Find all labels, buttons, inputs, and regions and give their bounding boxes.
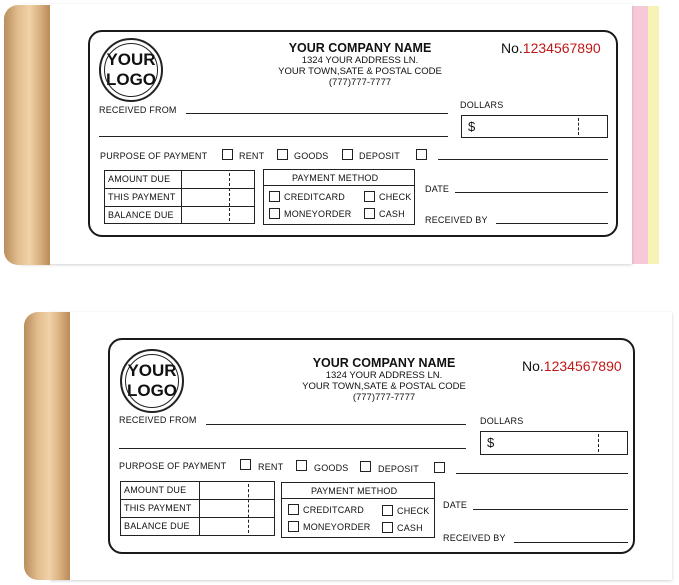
check-label: CHECK — [379, 192, 412, 202]
receipt-number-value: 1234567890 — [522, 40, 601, 56]
other-purpose-line[interactable] — [456, 473, 628, 474]
receipt-number-prefix: No. — [522, 358, 544, 374]
check-checkbox[interactable] — [382, 505, 393, 516]
amount-row-sep-1 — [121, 499, 274, 500]
receipt-book-bottom — [0, 300, 679, 585]
payment-method-sep — [282, 498, 434, 499]
date-label: DATE — [443, 500, 468, 510]
address-line-1: 1324 YOUR ADDRESS LN. — [301, 55, 419, 66]
rent-checkbox[interactable] — [240, 459, 251, 470]
company-header — [274, 356, 494, 403]
logo-line2: LOGO — [105, 70, 157, 89]
logo-placeholder — [120, 349, 184, 413]
received-by-label: RECEIVED BY — [443, 533, 506, 543]
check-label: CHECK — [397, 506, 430, 516]
amount-row-sep-2 — [121, 517, 274, 518]
amount-row-sep-2 — [105, 206, 254, 207]
cash-checkbox[interactable] — [382, 522, 393, 533]
logo-line2: LOGO — [126, 381, 178, 400]
dollar-sign: $ — [487, 435, 495, 450]
company-name: YOUR COMPANY NAME — [312, 356, 456, 370]
other-checkbox[interactable] — [416, 149, 427, 160]
date-line[interactable] — [473, 509, 628, 510]
creditcard-label: CREDITCARD — [284, 192, 346, 202]
moneyorder-label: MONEYORDER — [284, 209, 352, 219]
creditcard-checkbox[interactable] — [269, 191, 280, 202]
moneyorder-checkbox[interactable] — [288, 521, 299, 532]
date-label: DATE — [425, 184, 450, 194]
amount-due-label: AMOUNT DUE — [124, 485, 187, 495]
creditcard-label: CREDITCARD — [303, 505, 365, 515]
purpose-label: PURPOSE OF PAYMENT — [119, 461, 227, 471]
received-by-label: RECEIVED BY — [425, 215, 488, 225]
goods-label: GOODS — [314, 463, 349, 473]
date-line[interactable] — [455, 192, 608, 193]
dollars-label: DOLLARS — [480, 416, 524, 426]
phone-number: (777)777-7777 — [352, 392, 416, 403]
dollars-field[interactable] — [480, 431, 628, 455]
deposit-checkbox[interactable] — [360, 461, 371, 472]
logo-placeholder — [99, 38, 163, 102]
dollars-label: DOLLARS — [460, 100, 504, 110]
creditcard-checkbox[interactable] — [288, 504, 299, 515]
cents-divider — [598, 434, 599, 452]
check-checkbox[interactable] — [364, 191, 375, 202]
other-checkbox[interactable] — [434, 462, 445, 473]
receipt-book-top — [0, 0, 679, 275]
rent-label: RENT — [239, 151, 265, 161]
deposit-label: DEPOSIT — [359, 151, 400, 161]
dollars-field[interactable] — [461, 115, 608, 138]
amount-table — [120, 481, 275, 536]
amount-cents-divider — [229, 173, 230, 221]
address-line-2: YOUR TOWN,SATE & POSTAL CODE — [302, 381, 466, 392]
amount-table-divider — [181, 171, 182, 223]
receipt-number — [501, 40, 601, 56]
cents-divider — [578, 118, 579, 135]
received-from-label: RECEIVED FROM — [99, 105, 177, 115]
received-from-line-2[interactable] — [119, 448, 466, 449]
payment-method-box — [281, 482, 435, 538]
received-from-line[interactable] — [206, 424, 466, 425]
received-from-line-2[interactable] — [99, 136, 448, 137]
moneyorder-label: MONEYORDER — [303, 522, 371, 532]
payment-method-sep — [264, 185, 414, 186]
payment-method-title: PAYMENT METHOD — [311, 486, 398, 496]
phone-number: (777)777-7777 — [328, 77, 392, 88]
amount-due-label: AMOUNT DUE — [108, 174, 171, 184]
amount-table-divider — [199, 482, 200, 535]
rent-checkbox[interactable] — [222, 149, 233, 160]
deposit-checkbox[interactable] — [342, 149, 353, 160]
received-from-label: RECEIVED FROM — [119, 415, 197, 425]
receipt-number-value: 1234567890 — [543, 358, 622, 374]
balance-due-label: BALANCE DUE — [108, 210, 174, 220]
received-from-line[interactable] — [186, 113, 448, 114]
company-header — [250, 41, 470, 88]
this-payment-label: THIS PAYMENT — [108, 192, 176, 202]
dollar-sign: $ — [468, 119, 476, 134]
received-by-line[interactable] — [496, 223, 608, 224]
moneyorder-checkbox[interactable] — [269, 208, 280, 219]
payment-method-title: PAYMENT METHOD — [292, 173, 379, 183]
rent-label: RENT — [258, 462, 284, 472]
cash-checkbox[interactable] — [364, 208, 375, 219]
other-purpose-line[interactable] — [438, 159, 608, 160]
receipt-form — [88, 30, 618, 237]
address-line-1: 1324 YOUR ADDRESS LN. — [325, 370, 443, 381]
amount-table — [104, 170, 255, 224]
deposit-label: DEPOSIT — [378, 464, 419, 474]
this-payment-label: THIS PAYMENT — [124, 503, 192, 513]
cash-label: CASH — [397, 523, 423, 533]
goods-checkbox[interactable] — [296, 460, 307, 471]
receipt-number — [522, 358, 622, 374]
purpose-label: PURPOSE OF PAYMENT — [100, 151, 208, 161]
receipt-form — [108, 338, 635, 554]
logo-line1: YOUR — [106, 50, 156, 69]
amount-row-sep-1 — [105, 188, 254, 189]
logo-line1: YOUR — [127, 361, 177, 380]
balance-due-label: BALANCE DUE — [124, 521, 190, 531]
payment-method-box — [263, 169, 415, 225]
book-spine — [24, 312, 70, 580]
cash-label: CASH — [379, 209, 405, 219]
receipt-number-prefix: No. — [501, 40, 523, 56]
goods-label: GOODS — [294, 151, 329, 161]
received-by-line[interactable] — [514, 542, 628, 543]
company-name: YOUR COMPANY NAME — [288, 41, 432, 55]
book-spine — [4, 5, 50, 265]
address-line-2: YOUR TOWN,SATE & POSTAL CODE — [278, 66, 442, 77]
goods-checkbox[interactable] — [277, 149, 288, 160]
amount-cents-divider — [248, 484, 249, 533]
